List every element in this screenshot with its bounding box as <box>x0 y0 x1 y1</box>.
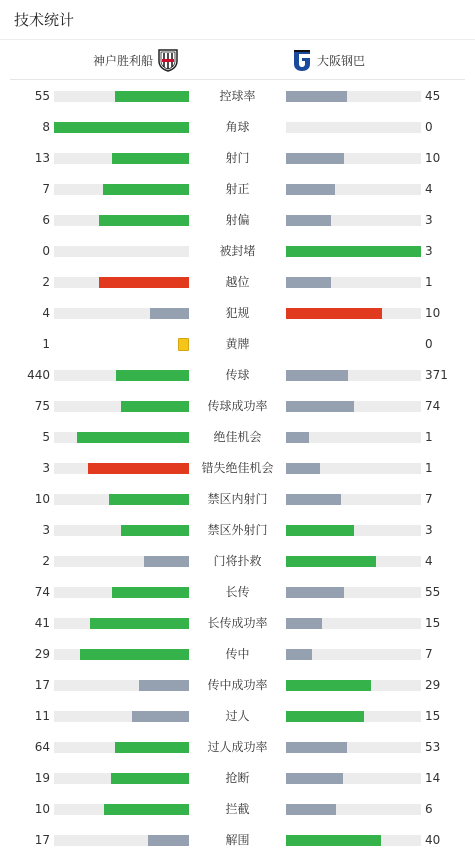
home-value: 1 <box>42 337 50 351</box>
away-bar-fill <box>286 494 341 505</box>
away-value: 7 <box>425 647 433 661</box>
away-value: 4 <box>425 554 433 568</box>
home-value: 41 <box>34 616 50 630</box>
away-value: 15 <box>425 709 441 723</box>
stat-label: 传球 <box>225 368 250 382</box>
away-bar-track <box>286 556 421 567</box>
stat-label: 射门 <box>225 151 250 165</box>
away-value: 15 <box>425 616 441 630</box>
away-bar-track <box>286 649 421 660</box>
away-bar-track <box>286 432 421 443</box>
away-value: 3 <box>425 244 433 258</box>
home-value: 0 <box>42 244 50 258</box>
away-value: 0 <box>425 337 433 351</box>
stat-row <box>0 174 475 205</box>
away-value: 1 <box>425 430 433 444</box>
stat-label: 犯规 <box>225 306 250 320</box>
stat-row <box>0 391 475 422</box>
home-value: 75 <box>34 399 50 413</box>
home-bar-track <box>54 308 189 319</box>
away-bar-fill <box>286 618 322 629</box>
stat-row <box>0 794 475 825</box>
away-bar-track <box>286 401 421 412</box>
away-bar-fill <box>286 246 421 257</box>
home-bar-track <box>54 556 189 567</box>
home-bar-fill <box>121 401 189 412</box>
home-bar-track <box>54 773 189 784</box>
away-value: 0 <box>425 120 433 134</box>
home-bar-fill <box>139 680 189 691</box>
away-value: 40 <box>425 833 441 847</box>
away-value: 6 <box>425 802 433 816</box>
stat-label: 传中 <box>225 647 250 661</box>
stat-label: 传中成功率 <box>207 678 268 692</box>
away-bar-fill <box>286 308 382 319</box>
away-bar-fill <box>286 463 320 474</box>
stat-row <box>0 701 475 732</box>
away-bar-track <box>286 835 421 846</box>
away-bar-fill <box>286 184 335 195</box>
home-value: 74 <box>34 585 50 599</box>
away-bar-track <box>286 122 421 133</box>
stat-row <box>0 81 475 112</box>
team-header <box>10 40 465 80</box>
home-bar-track <box>54 525 189 536</box>
home-bar-fill <box>99 277 189 288</box>
stat-row <box>0 236 475 267</box>
home-value: 440 <box>27 368 50 382</box>
home-bar-fill <box>80 649 189 660</box>
away-value: 10 <box>425 151 441 165</box>
stat-row <box>0 267 475 298</box>
stat-row <box>0 639 475 670</box>
away-team-name: 大阪钢巴 <box>317 53 366 68</box>
away-bar-fill <box>286 773 343 784</box>
home-bar-fill <box>148 835 189 846</box>
home-bar-track <box>54 804 189 815</box>
home-bar-track <box>54 742 189 753</box>
stat-row <box>0 329 475 360</box>
stat-row <box>0 422 475 453</box>
stat-label: 解围 <box>225 833 250 847</box>
stat-label: 拦截 <box>225 802 250 816</box>
away-value: 10 <box>425 306 441 320</box>
away-value: 55 <box>425 585 441 599</box>
stat-row <box>0 205 475 236</box>
stat-label: 门将扑救 <box>213 554 262 568</box>
home-bar-track <box>54 215 189 226</box>
home-bar-track <box>54 184 189 195</box>
stat-label: 长传成功率 <box>207 616 268 630</box>
stat-row <box>0 577 475 608</box>
stat-label: 传球成功率 <box>207 399 268 413</box>
stat-label: 越位 <box>225 275 250 289</box>
away-value: 371 <box>425 368 448 382</box>
stat-label: 绝佳机会 <box>213 430 262 444</box>
home-bar-track <box>54 711 189 722</box>
away-value: 53 <box>425 740 441 754</box>
home-bar-fill <box>88 463 189 474</box>
stat-row <box>0 515 475 546</box>
away-bar-track <box>286 680 421 691</box>
stat-row <box>0 143 475 174</box>
stat-row <box>0 298 475 329</box>
home-bar-track <box>54 587 189 598</box>
home-bar-track <box>54 649 189 660</box>
stat-label: 过人成功率 <box>207 740 268 754</box>
home-bar-fill <box>109 494 189 505</box>
stat-label: 角球 <box>225 120 250 134</box>
away-bar-fill <box>286 835 381 846</box>
away-bar-track <box>286 91 421 102</box>
home-bar-fill <box>112 153 189 164</box>
away-bar-fill <box>286 680 371 691</box>
away-bar-track <box>286 308 421 319</box>
home-value: 17 <box>34 833 50 847</box>
away-bar-fill <box>286 587 344 598</box>
away-bar-fill <box>286 711 364 722</box>
away-value: 3 <box>425 523 433 537</box>
home-bar-track <box>54 370 189 381</box>
away-value: 45 <box>425 89 441 103</box>
away-value: 7 <box>425 492 433 506</box>
stat-row <box>0 608 475 639</box>
home-bar-track <box>54 494 189 505</box>
away-bar-track <box>286 525 421 536</box>
away-bar-track <box>286 618 421 629</box>
stat-row <box>0 732 475 763</box>
away-bar-track <box>286 370 421 381</box>
away-value: 1 <box>425 461 433 475</box>
home-bar-fill <box>115 742 189 753</box>
home-bar-track <box>54 835 189 846</box>
home-bar-track <box>54 277 189 288</box>
away-bar-fill <box>286 401 354 412</box>
home-team-crest-icon <box>158 48 178 72</box>
home-bar-track <box>54 618 189 629</box>
home-value: 64 <box>34 740 50 754</box>
yellow-card-icon <box>178 338 189 351</box>
home-bar-fill <box>115 91 189 102</box>
away-value: 29 <box>425 678 441 692</box>
home-bar-track <box>54 91 189 102</box>
home-bar-fill <box>121 525 189 536</box>
away-team[interactable] <box>292 48 365 72</box>
away-team-crest-icon <box>292 48 312 72</box>
stat-row <box>0 453 475 484</box>
away-bar-track <box>286 277 421 288</box>
away-bar-track <box>286 711 421 722</box>
away-bar-fill <box>286 742 347 753</box>
stat-row <box>0 360 475 391</box>
home-bar-fill <box>90 618 189 629</box>
away-bar-track <box>286 494 421 505</box>
away-bar-track <box>286 246 421 257</box>
away-bar-track <box>286 587 421 598</box>
home-value: 6 <box>42 213 50 227</box>
stat-row <box>0 763 475 794</box>
home-bar-track <box>54 432 189 443</box>
home-value: 13 <box>34 151 50 165</box>
home-value: 11 <box>34 709 50 723</box>
home-bar-track <box>54 401 189 412</box>
home-team-name: 神户胜利船 <box>92 53 153 68</box>
home-value: 2 <box>42 554 50 568</box>
stat-label: 被封堵 <box>219 244 256 258</box>
home-value: 3 <box>42 523 50 537</box>
home-value: 10 <box>34 492 50 506</box>
home-bar-track <box>54 153 189 164</box>
home-bar-fill <box>77 432 189 443</box>
stat-label: 抢断 <box>225 771 250 785</box>
away-bar-fill <box>286 525 354 536</box>
away-bar-track <box>286 804 421 815</box>
stat-label: 过人 <box>225 709 250 723</box>
stat-label: 错失绝佳机会 <box>201 461 274 475</box>
away-bar-track <box>286 184 421 195</box>
home-bar-fill <box>112 587 189 598</box>
home-bar-fill <box>99 215 189 226</box>
home-bar-fill <box>116 370 189 381</box>
stat-label: 长传 <box>225 585 250 599</box>
away-bar-track <box>286 215 421 226</box>
stat-label: 黄牌 <box>225 337 250 351</box>
home-value: 7 <box>42 182 50 196</box>
home-bar-fill <box>104 804 189 815</box>
home-bar-fill <box>150 308 189 319</box>
away-bar-fill <box>286 432 309 443</box>
away-bar-fill <box>286 277 331 288</box>
away-bar-track <box>286 773 421 784</box>
home-bar-fill <box>144 556 189 567</box>
stat-row <box>0 484 475 515</box>
stat-label: 射偏 <box>225 213 250 227</box>
home-bar-track <box>54 122 189 133</box>
away-bar-fill <box>286 649 312 660</box>
away-bar-fill <box>286 556 376 567</box>
away-bar-fill <box>286 215 331 226</box>
home-bar-fill <box>111 773 189 784</box>
stat-row <box>0 825 475 856</box>
home-value: 29 <box>34 647 50 661</box>
home-bar-track <box>54 680 189 691</box>
away-value: 4 <box>425 182 433 196</box>
home-value: 4 <box>42 306 50 320</box>
stat-label: 禁区外射门 <box>207 523 268 537</box>
away-value: 3 <box>425 213 433 227</box>
stat-label: 控球率 <box>219 89 256 103</box>
page-header <box>0 0 475 40</box>
home-value: 2 <box>42 275 50 289</box>
stat-label: 禁区内射门 <box>207 492 268 506</box>
home-value: 10 <box>34 802 50 816</box>
home-bar-track <box>54 246 189 257</box>
stat-row <box>0 546 475 577</box>
home-value: 17 <box>34 678 50 692</box>
away-bar-fill <box>286 153 344 164</box>
home-value: 55 <box>34 89 50 103</box>
away-bar-track <box>286 463 421 474</box>
home-value: 19 <box>34 771 50 785</box>
stat-label: 射正 <box>225 182 250 196</box>
home-bar-fill <box>103 184 189 195</box>
stat-row <box>0 112 475 143</box>
home-value: 5 <box>42 430 50 444</box>
home-team[interactable] <box>93 48 178 72</box>
home-bar-fill <box>132 711 189 722</box>
stat-row <box>0 670 475 701</box>
page-title: 技术统计 <box>14 11 75 29</box>
home-value: 3 <box>42 461 50 475</box>
away-bar-fill <box>286 370 348 381</box>
away-value: 1 <box>425 275 433 289</box>
away-value: 74 <box>425 399 441 413</box>
away-value: 14 <box>425 771 441 785</box>
away-bar-fill <box>286 91 347 102</box>
away-bar-track <box>286 153 421 164</box>
home-bar-track <box>54 463 189 474</box>
home-value: 8 <box>42 120 50 134</box>
away-bar-fill <box>286 804 336 815</box>
home-bar-fill <box>54 122 189 133</box>
away-bar-track <box>286 742 421 753</box>
